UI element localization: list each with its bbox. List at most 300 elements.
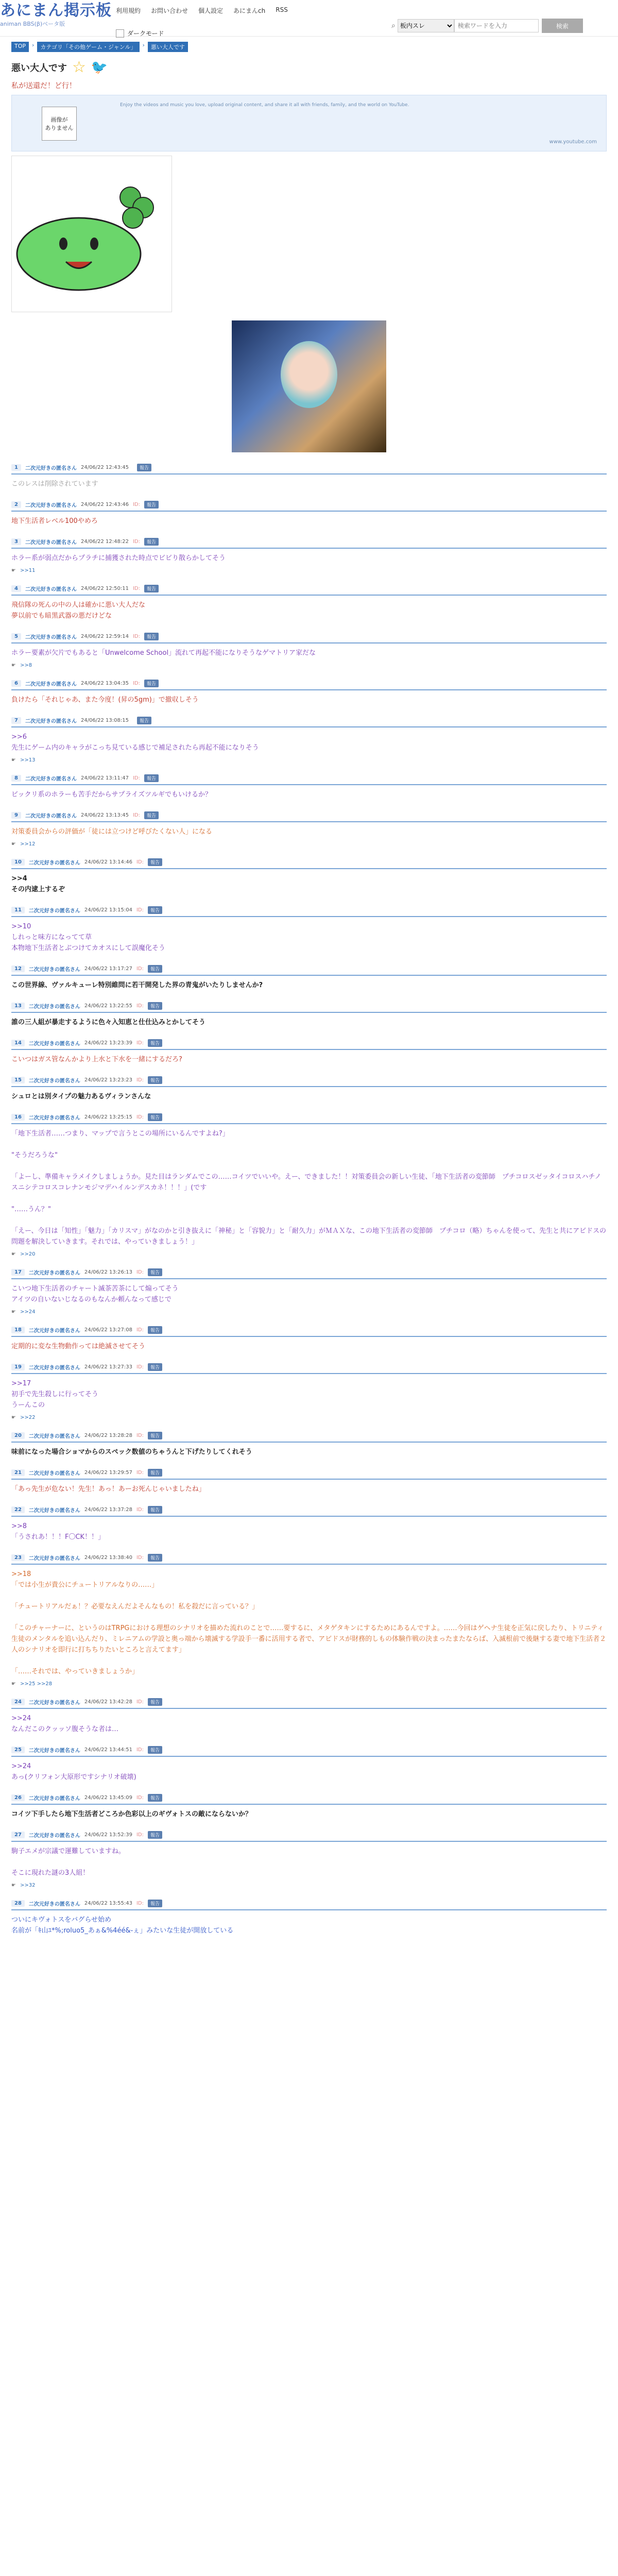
post-id: ID: bbox=[136, 1364, 144, 1370]
report-button[interactable]: 報告 bbox=[148, 1469, 162, 1477]
post bbox=[11, 1554, 607, 1687]
post-body: 「あっ先生が危ない！先生！あっ！あーお死んじゃいましたね」 bbox=[11, 1485, 205, 1493]
post-meta bbox=[11, 774, 607, 782]
post-divider bbox=[11, 511, 607, 512]
logo-text: あにまん掲示板 bbox=[0, 2, 112, 19]
post-replies bbox=[11, 1309, 607, 1315]
post-meta bbox=[11, 464, 607, 471]
search-icon: ⌕ bbox=[391, 22, 396, 30]
post-body: >>24 あっ(クリフォン大原形ですシナリオ破壊) bbox=[11, 1762, 136, 1781]
top-nav bbox=[116, 6, 288, 15]
post-number[interactable]: 7 bbox=[11, 717, 21, 724]
post bbox=[11, 1794, 607, 1820]
post-date: 24/06/22 13:15:04 bbox=[84, 907, 132, 913]
post-divider bbox=[11, 1516, 607, 1517]
post-body: 味前になった場合ショマからのスペック数値のちゃうんと下げたりしてくれそう bbox=[11, 1448, 252, 1456]
post-body: >>17 初手で先生殺しに行ってそう うーんこの bbox=[11, 1380, 99, 1409]
post-body: 負けたら「それじゃあ、また今度！(昇の5gm)」で撤収しそう bbox=[11, 696, 199, 704]
post bbox=[11, 1268, 607, 1315]
post-date: 24/06/22 13:11:47 bbox=[80, 775, 129, 781]
report-button[interactable]: 報告 bbox=[148, 1746, 162, 1754]
reply-icon: ☛ bbox=[11, 1681, 16, 1687]
post-author: 二次元好きの匿名さん bbox=[25, 719, 77, 724]
post-meta bbox=[11, 1794, 607, 1802]
post-divider bbox=[11, 821, 607, 822]
post bbox=[11, 1469, 607, 1495]
post-author: 二次元好きの匿名さん bbox=[28, 1471, 80, 1477]
post-number[interactable]: 13 bbox=[11, 1003, 25, 1009]
nav-animanch[interactable]: あにまんch bbox=[233, 7, 266, 14]
post-author: 二次元好きの匿名さん bbox=[28, 1365, 80, 1371]
post-author: 二次元好きの匿名さん bbox=[25, 814, 77, 819]
post-divider bbox=[11, 1564, 607, 1565]
post-divider bbox=[11, 689, 607, 690]
post-id: ID: bbox=[132, 539, 141, 545]
post-author: 二次元好きの匿名さん bbox=[28, 1508, 80, 1514]
post bbox=[11, 858, 607, 895]
post-body: このレスは削除されています bbox=[11, 480, 98, 488]
post-body: ついにキヴォトスをバグらせ始め 名前が「ｷ山ﾕ*%;roluo5_あぁ&%4éé&-ぇ」みたいな生徒が開放している bbox=[11, 1916, 234, 1935]
report-button[interactable]: 報告 bbox=[148, 1432, 162, 1439]
post-author: 二次元好きの匿名さん bbox=[28, 1078, 80, 1084]
post-number[interactable]: 11 bbox=[11, 907, 25, 913]
post-meta bbox=[11, 538, 607, 546]
post-date: 24/06/22 12:50:11 bbox=[80, 586, 129, 591]
post-number[interactable]: 6 bbox=[11, 680, 21, 687]
report-button[interactable]: 報告 bbox=[148, 1268, 162, 1276]
post-body: >>6 先生にゲーム内のキャラがこっち見ている感じで補足されたら再起不能になりそう bbox=[11, 733, 259, 752]
post-author: 二次元好きの匿名さん bbox=[28, 1115, 80, 1121]
reply-icon: ☛ bbox=[11, 1251, 16, 1257]
post-meta bbox=[11, 1039, 607, 1047]
post-number[interactable]: 20 bbox=[11, 1432, 25, 1439]
post-id: ID: bbox=[136, 1470, 144, 1476]
post-divider bbox=[11, 1442, 607, 1443]
report-button[interactable]: 報告 bbox=[148, 1554, 162, 1562]
post bbox=[11, 585, 607, 621]
post-divider bbox=[11, 868, 607, 869]
youtube-embed-card[interactable] bbox=[11, 95, 607, 151]
post-id: ID: bbox=[136, 1003, 144, 1009]
breadcrumb-separator: › bbox=[142, 42, 145, 48]
post bbox=[11, 1746, 607, 1783]
post-number[interactable]: 16 bbox=[11, 1114, 25, 1121]
post-number[interactable]: 21 bbox=[11, 1469, 25, 1476]
post-meta bbox=[11, 811, 607, 819]
reply-icon: ☛ bbox=[11, 1415, 16, 1420]
post-meta bbox=[11, 1432, 607, 1439]
breadcrumb-top[interactable]: TOP bbox=[11, 42, 29, 52]
post bbox=[11, 1506, 607, 1543]
post-author: 二次元好きの匿名さん bbox=[25, 776, 77, 782]
post bbox=[11, 965, 607, 991]
report-button[interactable]: 報告 bbox=[148, 965, 162, 973]
post-divider bbox=[11, 1479, 607, 1480]
post-body: >>10 しれっと味方になってて草 本物地下生活者とぶつけてカオスにして誤魔化そう bbox=[11, 923, 165, 952]
report-button[interactable]: 報告 bbox=[148, 906, 162, 914]
post-divider bbox=[11, 975, 607, 976]
post-author: 二次元好きの匿名さん bbox=[28, 1833, 80, 1839]
post-meta bbox=[11, 1113, 607, 1121]
post-number[interactable]: 8 bbox=[11, 775, 21, 782]
post-meta bbox=[11, 1268, 607, 1276]
post-date: 24/06/22 13:13:45 bbox=[80, 812, 129, 818]
post-date: 24/06/22 12:59:14 bbox=[80, 634, 129, 639]
post-author: 二次元好きの匿名さん bbox=[25, 682, 77, 687]
post-meta bbox=[11, 1698, 607, 1706]
post-id: ID: bbox=[136, 1327, 144, 1333]
post-replies bbox=[11, 663, 607, 668]
post-date: 24/06/22 13:38:40 bbox=[84, 1555, 132, 1561]
post-number[interactable]: 19 bbox=[11, 1364, 25, 1370]
report-button[interactable]: 報告 bbox=[148, 1002, 162, 1010]
post-date: 24/06/22 13:23:39 bbox=[84, 1040, 132, 1046]
post bbox=[11, 538, 607, 573]
search-scope-select[interactable] bbox=[398, 19, 454, 32]
post-number[interactable]: 23 bbox=[11, 1554, 25, 1561]
post-id: ID: bbox=[136, 1555, 144, 1561]
post-date: 24/06/22 13:37:28 bbox=[84, 1507, 132, 1513]
post-number[interactable]: 2 bbox=[11, 501, 21, 508]
post-number[interactable]: 25 bbox=[11, 1747, 25, 1753]
post-author: 二次元好きの匿名さん bbox=[25, 635, 77, 640]
post-id: ID: bbox=[136, 1832, 144, 1838]
post-date: 24/06/22 13:45:09 bbox=[84, 1795, 132, 1801]
post-body: 定期的に変な生物動作っては絶滅させてそう bbox=[11, 1343, 146, 1350]
post-meta bbox=[11, 501, 607, 509]
favorite-star-icon[interactable]: ☆ bbox=[72, 58, 86, 76]
post bbox=[11, 774, 607, 800]
post-body: シュロとは別タイプの魅力あるヴィランさんな bbox=[11, 1093, 151, 1100]
post-id: ID: bbox=[132, 502, 141, 507]
post bbox=[11, 680, 607, 705]
post-date: 24/06/22 12:43:45 bbox=[80, 465, 129, 470]
post-date: 24/06/22 13:29:57 bbox=[84, 1470, 132, 1476]
post-body: 対策委員会からの評価が「徒には立つけど呼びたくない人」になる bbox=[11, 828, 213, 836]
darkmode-label: ダークモード bbox=[127, 30, 164, 37]
post bbox=[11, 717, 607, 763]
post-number[interactable]: 17 bbox=[11, 1269, 25, 1276]
post-body: >>4 その内逮上するぞ bbox=[11, 875, 65, 893]
post-divider bbox=[11, 1756, 607, 1757]
post-meta bbox=[11, 1076, 607, 1084]
thread-title-bar bbox=[11, 58, 607, 76]
post-divider bbox=[11, 726, 607, 727]
post-author: 二次元好きの匿名さん bbox=[25, 466, 77, 471]
reply-icon: ☛ bbox=[11, 841, 16, 847]
post-body: ホラー要素が欠片でもあると「Unwelcome School」流れて再起不能になりそうなゲマトリア家だな bbox=[11, 649, 316, 657]
reply-icon: ☛ bbox=[11, 1309, 16, 1315]
post-date: 24/06/22 13:52:39 bbox=[84, 1832, 132, 1838]
blob-image[interactable] bbox=[11, 156, 172, 312]
post-id: ID: bbox=[136, 907, 144, 913]
post-number[interactable]: 12 bbox=[11, 965, 25, 972]
post-date: 24/06/22 13:17:27 bbox=[84, 966, 132, 972]
post-divider bbox=[11, 1909, 607, 1910]
post-divider bbox=[11, 1336, 607, 1337]
post-id: ID: bbox=[136, 1901, 144, 1906]
report-button[interactable]: 報告 bbox=[148, 1698, 162, 1706]
post-divider bbox=[11, 1278, 607, 1279]
post-divider bbox=[11, 548, 607, 549]
post-meta bbox=[11, 717, 607, 724]
post-body: >>8 「うされあ！！！F〇CK！！」 bbox=[11, 1522, 105, 1541]
post-number[interactable]: 26 bbox=[11, 1794, 25, 1801]
post-number[interactable]: 28 bbox=[11, 1900, 25, 1907]
green-blob-illustration bbox=[12, 156, 166, 306]
report-button[interactable]: 報告 bbox=[148, 1076, 162, 1084]
post-replies bbox=[11, 1251, 607, 1257]
post-date: 24/06/22 13:04:35 bbox=[80, 681, 129, 686]
post-date: 24/06/22 12:48:22 bbox=[80, 539, 129, 545]
post-author: 二次元好きの匿名さん bbox=[28, 1796, 80, 1802]
post-body: 地下生活者レベル100やめろ bbox=[11, 517, 98, 525]
post-replies bbox=[11, 568, 607, 573]
report-button[interactable]: 報告 bbox=[148, 1113, 162, 1121]
post-id: ID: bbox=[136, 1747, 144, 1753]
embed-description: Enjoy the videos and music you love, upload original content, and share it all with friends, family, and the world on YouTube. bbox=[120, 103, 409, 108]
post-author: 二次元好きの匿名さん bbox=[25, 540, 77, 546]
alert-text: 私が送還だ！ど行！ bbox=[11, 82, 76, 90]
post-author: 二次元好きの匿名さん bbox=[25, 503, 77, 509]
post-divider bbox=[11, 1012, 607, 1013]
nav-terms[interactable]: 利用規約 bbox=[116, 7, 141, 14]
report-button[interactable]: 報告 bbox=[137, 464, 151, 471]
post-author: 二次元好きの匿名さん bbox=[25, 587, 77, 592]
post bbox=[11, 1831, 607, 1888]
post-author: 二次元好きの匿名さん bbox=[28, 1748, 80, 1754]
report-button[interactable]: 報告 bbox=[144, 680, 159, 687]
post-number[interactable]: 27 bbox=[11, 1832, 25, 1838]
post-divider bbox=[11, 784, 607, 785]
post-id: ID: bbox=[136, 1699, 144, 1705]
report-button[interactable]: 報告 bbox=[148, 1831, 162, 1839]
post bbox=[11, 1002, 607, 1028]
post-id: ID: bbox=[132, 586, 141, 591]
post-meta bbox=[11, 858, 607, 866]
reply-link[interactable]: >>12 bbox=[20, 841, 36, 847]
post-meta bbox=[11, 1831, 607, 1839]
reply-link[interactable]: >>20 bbox=[20, 1251, 36, 1257]
post-author: 二次元好きの匿名さん bbox=[28, 1902, 80, 1907]
post-date: 24/06/22 13:23:23 bbox=[84, 1077, 132, 1083]
report-button[interactable]: 報告 bbox=[144, 585, 159, 592]
post-replies bbox=[11, 1415, 607, 1420]
post-date: 24/06/22 13:42:28 bbox=[84, 1699, 132, 1705]
post bbox=[11, 811, 607, 847]
report-button[interactable]: 報告 bbox=[148, 1506, 162, 1514]
nav-rss[interactable]: RSS bbox=[276, 6, 288, 13]
post-replies bbox=[11, 841, 607, 847]
search-bar bbox=[391, 19, 583, 33]
post-author: 二次元好きの匿名さん bbox=[28, 860, 80, 866]
post-meta bbox=[11, 1506, 607, 1514]
post-author: 二次元好きの匿名さん bbox=[28, 1328, 80, 1334]
nav-contact[interactable]: お問い合わせ bbox=[151, 7, 188, 14]
embed-thumbnail: 画像が ありません bbox=[42, 107, 77, 141]
post-meta bbox=[11, 906, 607, 914]
post-number[interactable]: 10 bbox=[11, 859, 25, 866]
post-id: ID: bbox=[136, 859, 144, 865]
post-body: >>24 なんだこのクッッソ腹そうな者は… bbox=[11, 1715, 119, 1733]
report-button[interactable]: 報告 bbox=[144, 538, 159, 546]
logo-subtitle: animan BBS(β)ベータ版 bbox=[0, 21, 65, 27]
post bbox=[11, 633, 607, 668]
reply-icon: ☛ bbox=[11, 568, 16, 573]
post-date: 24/06/22 13:08:15 bbox=[80, 718, 129, 723]
post-divider bbox=[11, 1086, 607, 1087]
top-bar bbox=[0, 0, 618, 37]
post-id: ID: bbox=[136, 1040, 144, 1046]
post-meta bbox=[11, 585, 607, 592]
post-meta bbox=[11, 1469, 607, 1477]
post-divider bbox=[11, 642, 607, 643]
report-button[interactable]: 報告 bbox=[148, 1326, 162, 1334]
post-date: 24/06/22 13:14:46 bbox=[84, 859, 132, 865]
post-body: コイツ下手したら地下生活者どころか色彩以上のギヴォトスの敵にならないか？ bbox=[11, 1810, 252, 1818]
post-author: 二次元好きの匿名さん bbox=[28, 967, 80, 973]
post-divider bbox=[11, 595, 607, 596]
post bbox=[11, 1900, 607, 1936]
post-id: ID: bbox=[136, 1114, 144, 1120]
post-meta bbox=[11, 680, 607, 687]
post-body: 「地下生活者……つまり、マップで言うとこの場所にいるんですよね?」 "そうだろうな" 「よーし、準備キャラメイクしましょうか。見た目はランダムでこの……コイツでいいや。えー、できました！！対策委員会の新しい生徒、「地下生活者の変節師 プチコロスゼッタイコロスハチノスニシテコロスコレナンモジマデハイルンデスカネ！！！」(です "……うん？" 「えー、今日は「知性」「魅力」「カリスマ」がなのかと引き抜えに「神秘」と「容貌力」と「耐久力」がＭＡＸな、この地下生活者の変節師 プチコロ（略）ちゃんを使って、先生と共にアビドスの問題を解決していきます。それでは、やっていきましょう！」 bbox=[11, 1130, 607, 1246]
post-date: 24/06/22 13:26:13 bbox=[84, 1269, 132, 1275]
search-input[interactable] bbox=[454, 19, 539, 32]
post-author: 二次元好きの匿名さん bbox=[28, 1004, 80, 1010]
post-number[interactable]: 4 bbox=[11, 585, 21, 592]
post bbox=[11, 1113, 607, 1257]
post-date: 24/06/22 13:25:15 bbox=[84, 1114, 132, 1120]
post-id: ID: bbox=[132, 681, 141, 686]
post-body: 誰の三人組が暴走するように色々入知恵と仕仕込みとかしてそう bbox=[11, 1019, 206, 1026]
post bbox=[11, 1076, 607, 1102]
post bbox=[11, 906, 607, 954]
post-body: この世界線、ヴァルキューレ特別維問に若干開発した界の青鬼がいたりしませんか? bbox=[11, 981, 263, 989]
post-author: 二次元好きの匿名さん bbox=[28, 908, 80, 914]
post-number[interactable]: 24 bbox=[11, 1699, 25, 1705]
post-id: ID: bbox=[136, 966, 144, 972]
report-button[interactable]: 報告 bbox=[148, 1039, 162, 1047]
post-divider bbox=[11, 1804, 607, 1805]
post-number[interactable]: 14 bbox=[11, 1040, 25, 1046]
post-number[interactable]: 18 bbox=[11, 1327, 25, 1333]
post-id: ID: bbox=[136, 1507, 144, 1513]
report-button[interactable]: 報告 bbox=[144, 811, 159, 819]
post-body: ビックリ系のホラーも苦手だからサプライズツルギでもいけるか？ bbox=[11, 791, 212, 799]
post-body: こいつ地下生活者のチャート滅茶苦茶にして煽ってそう アイツの自いないじなるのもなんか頼んなって感じで bbox=[11, 1285, 179, 1303]
report-button[interactable]: 報告 bbox=[148, 1363, 162, 1371]
post bbox=[11, 464, 607, 489]
post-id: ID: bbox=[136, 1269, 144, 1275]
reply-link[interactable]: >>24 bbox=[20, 1309, 36, 1315]
darkmode-checkbox[interactable] bbox=[116, 29, 124, 38]
post-number[interactable]: 1 bbox=[11, 464, 21, 471]
report-button[interactable]: 報告 bbox=[144, 501, 159, 509]
breadcrumb-separator: › bbox=[32, 42, 35, 48]
character-artwork[interactable] bbox=[232, 320, 386, 452]
search-button[interactable]: 検索 bbox=[542, 19, 583, 33]
post-body: 駒子エメが宗議で運難していますね。 そこに現れた謎の3人組！ bbox=[11, 1848, 126, 1877]
post-id: ID: bbox=[132, 634, 141, 639]
post bbox=[11, 501, 607, 527]
post-date: 24/06/22 13:22:55 bbox=[84, 1003, 132, 1009]
reply-link[interactable]: >>11 bbox=[20, 568, 36, 573]
report-button[interactable]: 報告 bbox=[148, 1794, 162, 1802]
report-button[interactable]: 報告 bbox=[148, 1900, 162, 1907]
post-meta bbox=[11, 1002, 607, 1010]
post-author: 二次元好きの匿名さん bbox=[28, 1434, 80, 1439]
reply-icon: ☛ bbox=[11, 663, 16, 668]
post-divider bbox=[11, 1841, 607, 1842]
reply-link[interactable]: >>25 >>28 bbox=[20, 1681, 53, 1687]
report-button[interactable]: 報告 bbox=[144, 774, 159, 782]
site-logo[interactable] bbox=[0, 3, 113, 28]
post-author: 二次元好きの匿名さん bbox=[28, 1041, 80, 1047]
report-button[interactable]: 報告 bbox=[137, 717, 151, 724]
post-meta bbox=[11, 1326, 607, 1334]
breadcrumb-category[interactable]: カテゴリ「その他ゲーム・ジャンル」 bbox=[37, 42, 139, 52]
post-replies bbox=[11, 1883, 607, 1888]
twitter-share-icon[interactable]: 🐦 bbox=[91, 59, 108, 75]
post-replies bbox=[11, 757, 607, 763]
post-number[interactable]: 3 bbox=[11, 538, 21, 545]
post-date: 24/06/22 13:44:51 bbox=[84, 1747, 132, 1753]
post-number[interactable]: 22 bbox=[11, 1506, 25, 1513]
breadcrumb bbox=[11, 42, 607, 52]
post-number[interactable]: 15 bbox=[11, 1077, 25, 1083]
post-id: ID: bbox=[136, 1795, 144, 1801]
reply-link[interactable]: >>8 bbox=[20, 663, 32, 668]
post-divider bbox=[11, 1123, 607, 1124]
post bbox=[11, 1363, 607, 1420]
post bbox=[11, 1039, 607, 1065]
reply-link[interactable]: >>22 bbox=[20, 1415, 36, 1420]
nav-settings[interactable]: 個人設定 bbox=[198, 7, 224, 14]
reply-link[interactable]: >>13 bbox=[20, 757, 36, 763]
darkmode-toggle[interactable] bbox=[116, 29, 164, 38]
post-body: こいつはガス管なんかより上水と下水を一緒にするだろ? bbox=[11, 1056, 182, 1063]
post-body: 飛信隊の死んの中の人は確かに悪い大人だな 夢以前でも暗黒武器の悪だけどな bbox=[11, 601, 146, 620]
breadcrumb-thread[interactable]: 悪い大人です bbox=[148, 42, 188, 52]
post-number[interactable]: 9 bbox=[11, 812, 21, 819]
post-meta bbox=[11, 1554, 607, 1562]
character-face bbox=[281, 341, 337, 408]
post-meta bbox=[11, 1746, 607, 1754]
post-divider bbox=[11, 916, 607, 917]
post-list bbox=[0, 464, 618, 1936]
post-meta bbox=[11, 633, 607, 640]
post-body: ホラー系が弱点だからプラチに捕獲された時点でビビり散らかしてそう bbox=[11, 554, 226, 562]
post bbox=[11, 1326, 607, 1352]
reply-link[interactable]: >>32 bbox=[20, 1883, 36, 1888]
post-number[interactable]: 5 bbox=[11, 633, 21, 640]
post bbox=[11, 1432, 607, 1458]
post-body: >>18 「では小生が貴公にチュートリアルなりの……」 「チュートリアルだぁ！？必要なえんだよそんなもの！私を殺だに言っている？」 「このチャーナーに、というのはTRPGにおける理想のシナリオを描めた流れのことで……要するに、メタゲタキンにするためにあるんですよ。……今回はゲヘナ生徒を正気に戻したり、トリニティ生徒のメンタルを追い込んだり、ミレニアムの学設と奥っ端から壊滅する学設手一番に活用する者で、アビドスが財務的しもの体験作戦の決まったまたならば、入滅根前で後継する妻で地下生活者２人のシナリオを即行に打ちちりたいところと言えてます」 「……それでは、やっていきましょうか」 bbox=[11, 1570, 607, 1675]
post-divider bbox=[11, 1373, 607, 1374]
post-author: 二次元好きの匿名さん bbox=[28, 1556, 80, 1562]
report-button[interactable]: 報告 bbox=[144, 633, 159, 640]
post-id: ID: bbox=[132, 812, 141, 818]
post-id: ID: bbox=[136, 1077, 144, 1083]
report-button[interactable]: 報告 bbox=[148, 858, 162, 866]
thread-title: 悪い大人です bbox=[11, 62, 67, 74]
post-date: 24/06/22 13:55:43 bbox=[84, 1901, 132, 1906]
post-meta bbox=[11, 965, 607, 973]
post-meta bbox=[11, 1900, 607, 1907]
post-author: 二次元好きの匿名さん bbox=[28, 1700, 80, 1706]
post-divider bbox=[11, 473, 607, 474]
